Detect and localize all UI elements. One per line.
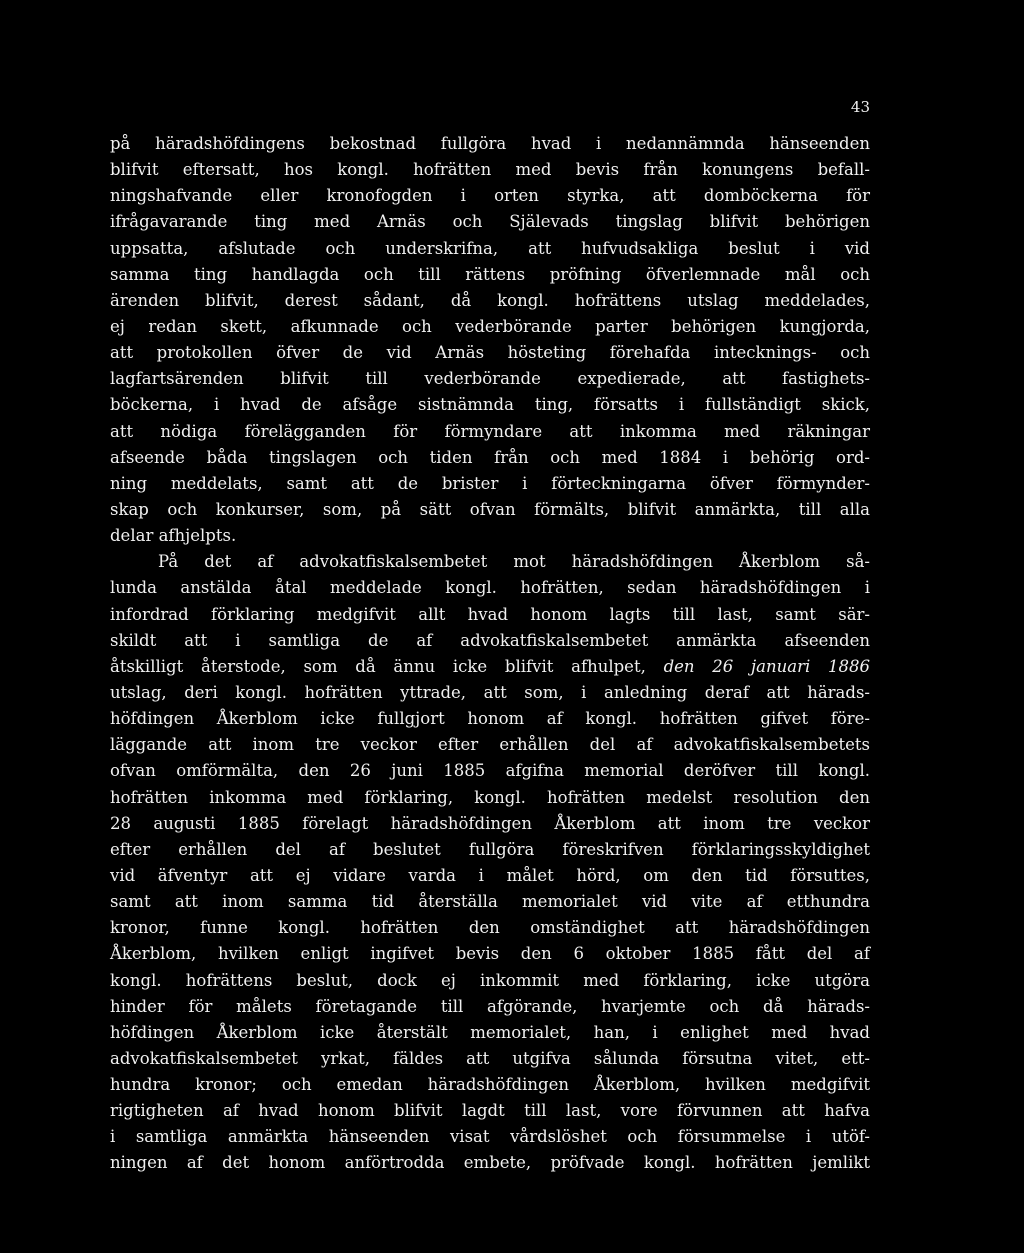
- text-line: kongl. hofrättens beslut, dock ej inkommit med förklaring, icke utgöra: [110, 970, 870, 990]
- text-line: afseende båda tingslagen och tiden från och med 1884 i behörig ord-: [110, 447, 870, 467]
- text-line: höfdingen Åkerblom icke fullgjort honom af kongl. hofrätten gifvet före-: [110, 709, 870, 729]
- text-line: att protokollen öfver de vid Arnäs hösteting förehafda intecknings- och: [110, 343, 870, 363]
- text-line: Åkerblom, hvilken enligt ingifvet bevis den 6 oktober 1885 fått del af: [110, 944, 870, 964]
- text-line: hundra kronor; och emedan häradshöfdingen Åkerblom, hvilken medgifvit: [110, 1075, 870, 1095]
- text-line: åtskilligt återstode, som då ännu icke blifvit afhulpet, den 26 januari 1886: [110, 656, 871, 676]
- text-line: ifrågavarande ting med Arnäs och Själevads tingslag blifvit behörigen: [110, 212, 870, 232]
- text-line: efter erhållen del af beslutet fullgöra föreskrifven förklaringsskyldighet: [110, 839, 870, 859]
- text-line: samt att inom samma tid återställa memorialet vid vite af etthundra: [110, 892, 870, 912]
- text-line: ärenden blifvit, derest sådant, då kongl. hofrättens utslag meddelades,: [110, 290, 870, 310]
- text-line: ningshafvande eller kronofogden i orten styrka, att domböckerna för: [110, 186, 870, 206]
- text-line: 28 augusti 1885 förelagt häradshöfdingen Åkerblom att inom tre veckor: [110, 813, 870, 833]
- text-line: hofrätten inkomma med förklaring, kongl. hofrätten medelst resolution den: [110, 787, 870, 807]
- text-line: lagfartsärenden blifvit till vederbörande expedierade, att fastighets-: [110, 369, 870, 389]
- text-line: kronor, funne kongl. hofrätten den omständighet att häradshöfdingen: [110, 918, 870, 938]
- text-line: ning meddelats, samt att de brister i förteckningarna öfver förmynder-: [110, 473, 870, 493]
- text-line: skap och konkurser, som, på sätt ofvan förmälts, blifvit anmärkta, till alla: [110, 499, 870, 519]
- text-line: rigtigheten af hvad honom blifvit lagdt till last, vore förvunnen att hafva: [110, 1101, 870, 1121]
- text-line: hinder för målets företagande till afgörande, hvarjemte och då härads-: [110, 996, 870, 1016]
- text-line: på häradshöfdingens bekostnad fullgöra hvad i nedannämnda hänseenden: [110, 134, 870, 153]
- text-line: delar afhjelpts.: [110, 526, 237, 546]
- text-line: höfdingen Åkerblom icke återstält memorialet, han, i enlighet med hvad: [110, 1022, 870, 1042]
- text-line: uppsatta, afslutade och underskrifna, att hufvudsakliga beslut i vid: [110, 238, 870, 258]
- text-line: vid äfventyr att ej vidare varda i målet hörd, om den tid försuttes,: [110, 865, 870, 885]
- text-line: att nödiga förelägganden för förmyndare att inkomma med räkningar: [110, 421, 870, 441]
- paragraph-start-line: På det af advokatfiskalsembetet mot häradshöfdingen Åkerblom så-: [158, 552, 870, 572]
- page-number: 43: [850, 98, 870, 116]
- text-line: skildt att i samtliga de af advokatfiskalsembetet anmärkta afseenden: [110, 630, 870, 650]
- text-line: samma ting handlagda och till rättens pröfning öfverlemnade mål och: [110, 264, 870, 284]
- text-line: ej redan skett, afkunnade och vederbörande parter behörigen kungjorda,: [110, 316, 870, 336]
- text-line: blifvit eftersatt, hos kongl. hofrätten med bevis från konungens befall-: [110, 160, 870, 180]
- text-line: läggande att inom tre veckor efter erhållen del af advokatfiskalsembetets: [110, 735, 870, 755]
- text-line: advokatfiskalsembetet yrkat, fäldes att utgifva sålunda försutna vitet, ett-: [110, 1048, 870, 1068]
- date-italic: den 26 januari 1886: [663, 656, 871, 676]
- body-text: [110, 131, 870, 1177]
- text-line: infordrad förklaring medgifvit allt hvad honom lagts till last, samt sär-: [110, 604, 870, 624]
- text-line: utslag, deri kongl. hofrätten yttrade, att som, i anledning deraf att härads-: [110, 682, 870, 702]
- text-line: i samtliga anmärkta hänseenden visat vårdslöshet och försummelse i utöf-: [110, 1127, 870, 1147]
- text-line: ofvan omförmälta, den 26 juni 1885 afgifna memorial deröfver till kongl.: [110, 761, 870, 781]
- text-line: ningen af det honom anförtrodda embete, pröfvade kongl. hofrätten jemlikt: [110, 1153, 870, 1173]
- text-line: böckerna, i hvad de afsåge sistnämnda ting, försatts i fullständigt skick,: [110, 395, 870, 415]
- text-line: lunda anstälda åtal meddelade kongl. hofrätten, sedan häradshöfdingen i: [110, 578, 870, 598]
